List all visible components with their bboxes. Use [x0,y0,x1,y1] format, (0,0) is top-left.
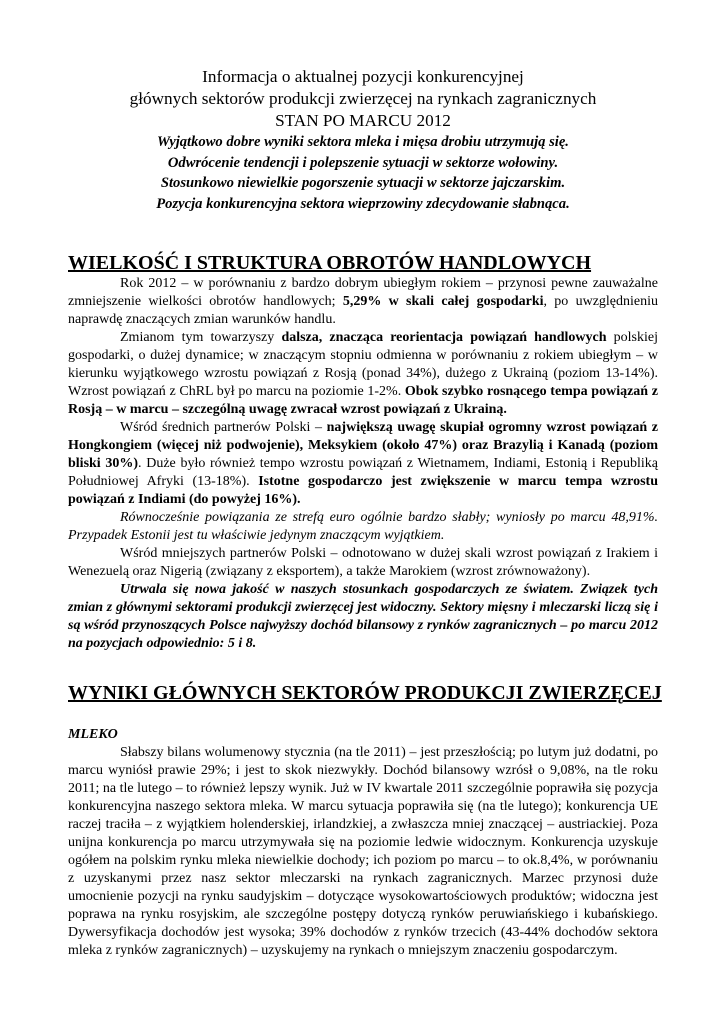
section-heading-trade: WIELKOŚĆ I STRUKTURA OBROTÓW HANDLOWYCH [68,252,592,274]
summary-line: Pozycja konkurencyjna sektora wieprzowiny zdecydowanie słabnąca. [156,195,570,212]
text-run-bold: dalsza, znacząca reorientacja powiązań handlowych [281,330,607,345]
text-run: , po uwzględnieniu naprawdę znaczących zmian warunków handlu. [68,294,659,327]
summary-highlights [68,132,658,214]
paragraph [68,329,658,419]
title-line: STAN PO MARCU 2012 [275,111,451,130]
text-run: . Duże było również tempo wzrostu powiązań z Wietnamem, Indiami, Estonią i Republiką Południowej Afryki (13-18%). [68,456,659,489]
paragraph-conclusion: Utrwala się nowa jakość w naszych stosunkach gospodarczych ze światem. Związek tych zmian z głównymi sektorami produkcji zwierzęcej jest widoczny. Sektory mięsny i mleczarski liczą się i są wśród przynoszących Polsce najwyższy dochód bilansowy z rynków zagranicznych – po marcu 2012 na pozycjach odpowiednio: 5 i 8. [68,582,658,651]
text-run-bold: Obok szybko rosnącego tempa powiązań z Rosją – w marcu – szczególną uwagę zwracał wzrost powiązań z Ukrainą. [68,384,658,417]
document-title [68,66,658,132]
text-run: Rok 2012 – w porównaniu z bardzo dobrym ubiegłym rokiem – przynosi pewne zauważalne zmniejszenie wielkości obrotów handlowych; [68,276,658,309]
paragraph [68,275,658,329]
title-line: głównych sektorów produkcji zwierzęcej na rynkach zagranicznych [129,89,597,108]
summary-line: Odwrócenie tendencji i polepszenie sytuacji w sektorze wołowiny. [167,154,559,171]
text-run: polskiej gospodarki, o dużej dynamice; w znaczącym stopniu odmienna w porównaniu z rokiem ubiegłym – w kierunku wyjątkowego wzrostu powiązań z Rosją (ponad 34%), dużego z Ukrainą (poziom 13-14%). Wzrost powiązań z ChRL był po marcu na poziomie 1-2%. [68,330,658,399]
text-run: Zmianom tym towarzyszy [120,330,282,345]
text-run-bold: Istotne gospodarczo jest zwiększenie w marcu tempa wzrostu powiązań z Indiami (do powyżej 16%). [68,474,658,507]
text-run-bold: 5,29% w skali całej gospodarki [342,294,544,309]
sub-heading-milk: MLEKO [68,727,118,742]
paragraph [68,419,658,509]
document-page [68,66,662,960]
paragraph: Słabszy bilans wolumenowy stycznia (na tle 2011) – jest przeszłością; po lutym już dodatni, po marcu wyniósł prawie 29%; i jest to skok niezwykły. Dochód bilansowy wzrósł o 9,08%, na tle roku 2011; na tle lutego – to również lepszy wynik. Już w IV kwartale 2011 szczególnie poprawiła się pozycja konkurencyjna naszego sektora mleka. W marcu sytuacja poprawiła się (na tle lutego); konkurencja UE raczej traciła – z wyjątkiem holenderskiej, irlandzkiej, a zwłaszcza mniej znaczącej – austriackiej. Poza unijna konkurencja po marcu utrzymywała się na poziomie ledwie widocznym. Konkurencja uzyskuje ogółem na polskim rynku mleka niewielkie dochody; ich poziom po marcu – to ok.8,4%, w porównaniu z uzyskanymi przez nasz sektor mleczarski na rynkach zagranicznych. Marzec przynosi duże umocnienie pozycji na rynku saudyjskim – dotyczące wysokowartościowych produktów; widoczna jest poprawa na rynku rosyjskim, ale szczególne postępy dotyczą rynków peruwiańskiego i kubańskiego. Dywersyfikacja dochodów jest wysoka; 39% dochodów z rynków trzecich (43-44% dochodów sektora mleka z rynków zagranicznych) – uzyskujemy na rynkach o mniejszym znaczeniu gospodarczym. [68,745,658,958]
text-run: Wśród średnich partnerów Polski – [120,420,327,435]
text-run-bold: największą uwagę skupiał ogromny wzrost powiązań z Hongkongiem (więcej niż podwojenie), Meksykiem (około 47%) oraz Brazylią i Kanadą (poziom bliski 30%) [68,420,658,471]
title-line: Informacja o aktualnej pozycji konkurencyjnej [202,67,524,86]
paragraph: Wśród mniejszych partnerów Polski – odnotowano w dużej skali wzrost powiązań z Irakiem i Wenezuelą oraz Nigerią (związany z eksportem), a także Marokiem (wzrost zrównoważony). [68,546,658,579]
paragraph-italic: Równocześnie powiązania ze strefą euro ogólnie bardzo słabły; wyniosły po marcu 48,91%. Przypadek Estonii jest tu właściwie jedynym znaczącym wyjątkiem. [68,510,658,543]
section-heading-sectors: WYNIKI GŁÓWNYCH SEKTORÓW PRODUKCJI ZWIERZĘCEJ [68,682,662,704]
summary-line: Stosunkowo niewielkie pogorszenie sytuacji w sektorze jajczarskim. [160,175,566,191]
summary-line: Wyjątkowo dobre wyniki sektora mleka i mięsa drobiu utrzymują się. [157,134,569,150]
